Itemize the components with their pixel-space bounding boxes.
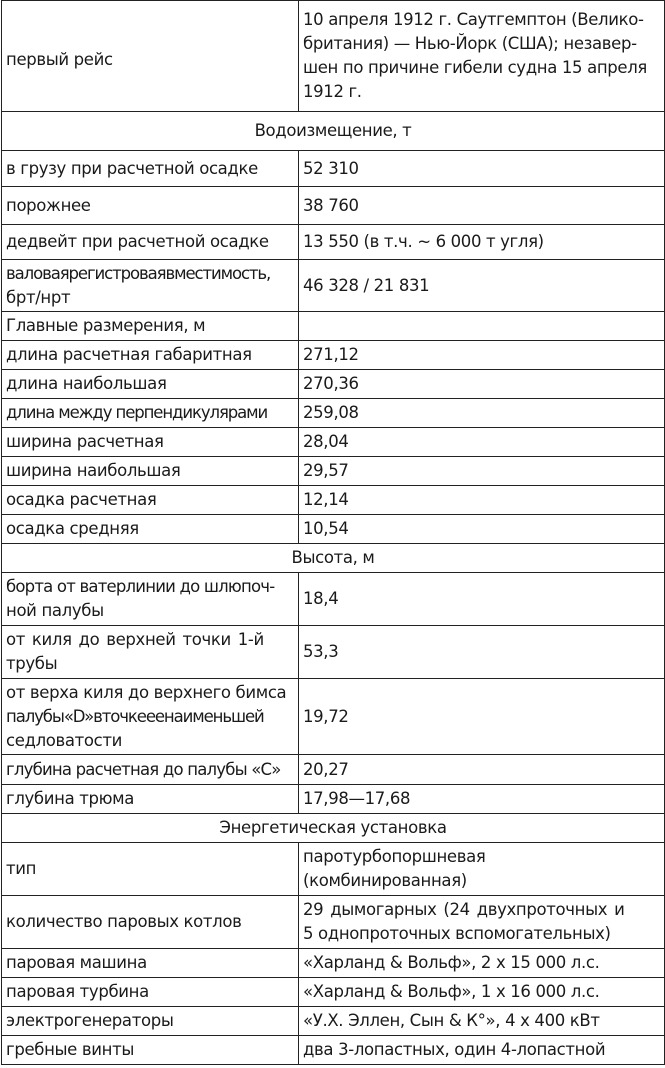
row-label: осадка расчетная <box>2 486 299 515</box>
table-row <box>2 341 665 370</box>
label-line: от киля до верхней точки 1-й <box>6 630 264 649</box>
section-heading-row <box>2 112 665 151</box>
label-line: борта от ватерлинии до шлюпоч- <box>6 577 275 596</box>
table-row <box>2 1 665 112</box>
row-label: ширина наибольшая <box>2 457 299 486</box>
first-voyage-line: британия) — Нью-Йорк (США); незавер- <box>303 34 637 53</box>
label-line: трубы <box>6 654 58 673</box>
table-row <box>2 187 665 225</box>
specs-table <box>1 0 665 1065</box>
table-row <box>2 515 665 544</box>
row-label: глубина расчетная до палубы «С» <box>2 755 299 785</box>
table-row <box>2 573 665 626</box>
row-label: гребные винты <box>2 1036 299 1065</box>
table-row <box>2 151 665 187</box>
table-row <box>2 896 665 949</box>
first-voyage-label: первый рейс <box>2 1 299 112</box>
row-value: 13 550 (в т.ч. ~ 6 000 т угля) <box>299 225 665 260</box>
row-value: 52 310 <box>299 151 665 187</box>
row-value: 271,12 <box>299 341 665 370</box>
row-value: 38 760 <box>299 187 665 225</box>
table-row <box>2 978 665 1007</box>
row-label: в грузу при расчетной осадке <box>2 151 299 187</box>
row-value: «Харланд & Вольф», 2 х 15 000 л.с. <box>299 949 665 978</box>
keel-funnel-label <box>2 626 299 679</box>
row-label: паровая машина <box>2 949 299 978</box>
table-row <box>2 428 665 457</box>
row-value: 53,3 <box>299 626 665 679</box>
row-value: 12,14 <box>299 486 665 515</box>
power-heading: Энергетическая установка <box>2 814 665 843</box>
first-voyage-line: 10 апреля 1912 г. Саутгемптон (Велико- <box>303 10 644 29</box>
label-line: брт/нрт <box>6 287 71 307</box>
value-line: (комбинированная) <box>303 871 467 890</box>
row-value: 19,72 <box>299 679 665 755</box>
first-voyage-line: шен по причине гибели судна 15 апреля <box>303 58 647 77</box>
height-heading: Высота, м <box>2 544 665 573</box>
table-row <box>2 486 665 515</box>
row-label: длина расчетная габаритная <box>2 341 299 370</box>
row-value: 29,57 <box>299 457 665 486</box>
row-value: 270,36 <box>299 370 665 399</box>
row-value: 259,08 <box>299 399 665 428</box>
row-label: электрогенераторы <box>2 1007 299 1036</box>
table-row <box>2 225 665 260</box>
section-heading-row <box>2 544 665 573</box>
section-heading-row <box>2 814 665 843</box>
table-row <box>2 843 665 896</box>
row-label: тип <box>2 843 299 896</box>
keel-beam-label <box>2 679 299 755</box>
row-label: осадка средняя <box>2 515 299 544</box>
table-row <box>2 457 665 486</box>
row-label: паровая турбина <box>2 978 299 1007</box>
table-row <box>2 679 665 755</box>
row-value: 18,4 <box>299 573 665 626</box>
empty-cell <box>299 312 665 341</box>
row-label: глубина трюма <box>2 785 299 814</box>
tonnage-label <box>2 260 299 312</box>
value-line: 29 дымогарных (24 двухпроточных и <box>303 900 625 919</box>
dimensions-heading: Главные размерения, м <box>2 312 299 341</box>
label-line: палубы«D»вточкееенаименьшей <box>6 706 264 726</box>
row-value: 20,27 <box>299 755 665 785</box>
label-line: седловатости <box>6 730 123 750</box>
row-label: длина между перпендикулярами <box>2 399 299 428</box>
board-height-label <box>2 573 299 626</box>
table-row <box>2 1007 665 1036</box>
row-value: 17,98—17,68 <box>299 785 665 814</box>
value-line: паротурбопоршневая <box>303 847 486 866</box>
table-row <box>2 260 665 312</box>
row-label: дедвейт при расчетной осадке <box>2 225 299 260</box>
row-value: 10,54 <box>299 515 665 544</box>
tonnage-value: 46 328 / 21 831 <box>299 260 665 312</box>
row-label: длина наибольшая <box>2 370 299 399</box>
row-value: «Харланд & Вольф», 1 х 16 000 л.с. <box>299 978 665 1007</box>
row-label: ширина расчетная <box>2 428 299 457</box>
boilers-value <box>299 896 665 949</box>
value-line: 5 однопроточных вспомогательных) <box>303 924 611 943</box>
displacement-heading: Водоизмещение, т <box>2 112 665 151</box>
label-line: валоваярегистроваявместимость, <box>6 263 271 283</box>
row-label: порожнее <box>2 187 299 225</box>
row-value: «У.Х. Эллен, Сын & К°», 4 х 400 кВт <box>299 1007 665 1036</box>
first-voyage-line: 1912 г. <box>303 82 362 101</box>
row-value: 28,04 <box>299 428 665 457</box>
row-label: количество паровых котлов <box>2 896 299 949</box>
label-line: ной палубы <box>6 601 104 620</box>
table-row <box>2 785 665 814</box>
section-heading-row <box>2 312 665 341</box>
row-value: два 3-лопастных, один 4-лопастной <box>299 1036 665 1065</box>
table-row <box>2 370 665 399</box>
table-row <box>2 399 665 428</box>
first-voyage-value <box>299 1 665 112</box>
table-row <box>2 755 665 785</box>
table-row <box>2 949 665 978</box>
type-value <box>299 843 665 896</box>
table-row <box>2 626 665 679</box>
label-line: от верха киля до верхнего бимса <box>6 682 287 702</box>
table-row <box>2 1036 665 1065</box>
